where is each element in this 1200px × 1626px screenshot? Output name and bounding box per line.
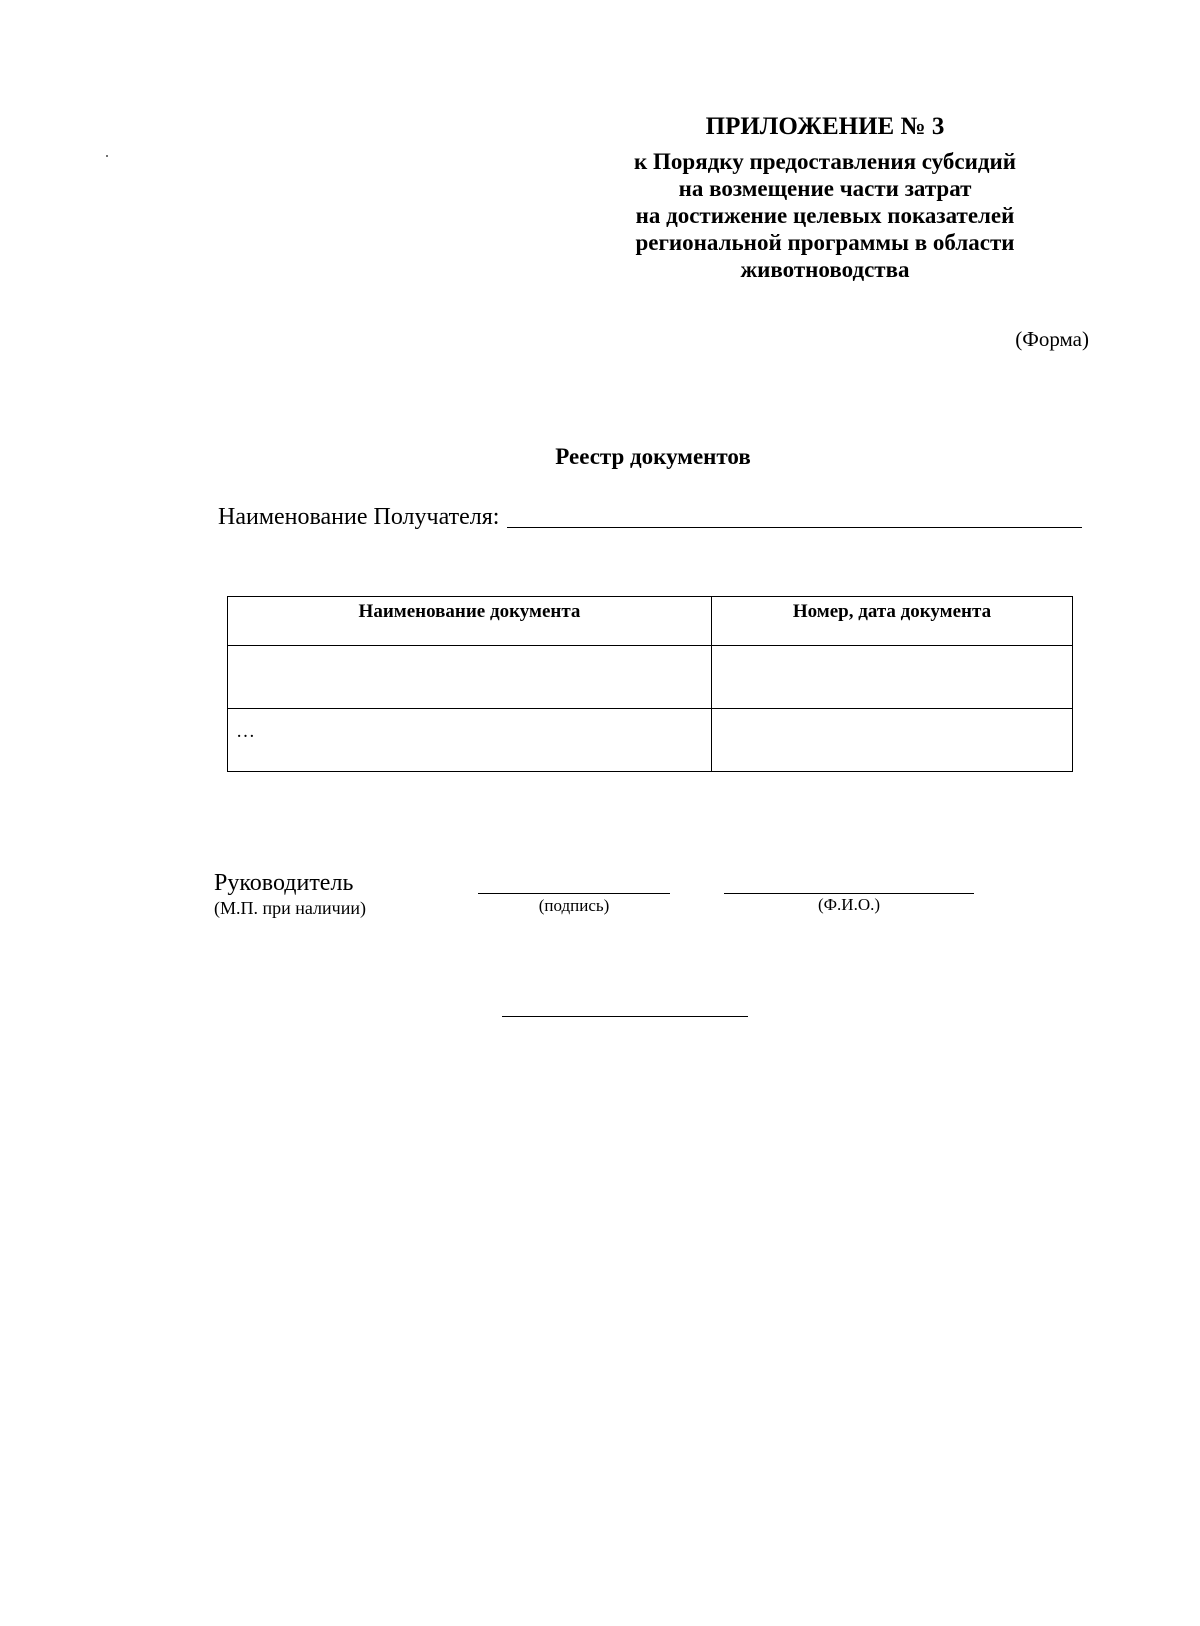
signature-line[interactable] [478, 893, 670, 894]
form-label: (Форма) [1015, 327, 1089, 351]
signature-caption: (подпись) [538, 896, 610, 915]
scan-speck [106, 155, 108, 157]
recipient-input-line[interactable] [507, 526, 1082, 528]
documents-table [227, 596, 1073, 772]
table-cell[interactable]: … [228, 709, 712, 772]
table-header-row [228, 597, 1073, 646]
appendix-line: на возмещение части затрат [678, 176, 972, 201]
appendix-title: ПРИЛОЖЕНИЕ № 3 [705, 113, 945, 140]
column-header-document-name: Наименование документа [228, 597, 712, 646]
end-separator-line [502, 1016, 748, 1017]
appendix-line: региональной программы в области [635, 230, 1015, 255]
appendix-line: на достижение целевых показателей [635, 203, 1015, 228]
table-row [228, 646, 1073, 709]
table-row [228, 709, 1073, 772]
recipient-label: Наименование Получателя: [218, 504, 500, 530]
head-label: Руководитель [214, 870, 354, 896]
fio-caption: (Ф.И.О.) [817, 895, 881, 914]
recipient-field-row [218, 503, 1082, 531]
document-title: Реестр документов [555, 444, 751, 469]
fio-line[interactable] [724, 893, 974, 894]
table-cell[interactable] [228, 646, 712, 709]
appendix-line: к Порядку предоставления субсидий [634, 149, 1016, 174]
table-cell[interactable] [711, 646, 1072, 709]
appendix-header [590, 112, 1060, 283]
table-cell[interactable] [711, 709, 1072, 772]
stamp-note: (М.П. при наличии) [214, 898, 366, 918]
column-header-document-number-date: Номер, дата документа [711, 597, 1072, 646]
appendix-line: животноводства [740, 257, 910, 282]
